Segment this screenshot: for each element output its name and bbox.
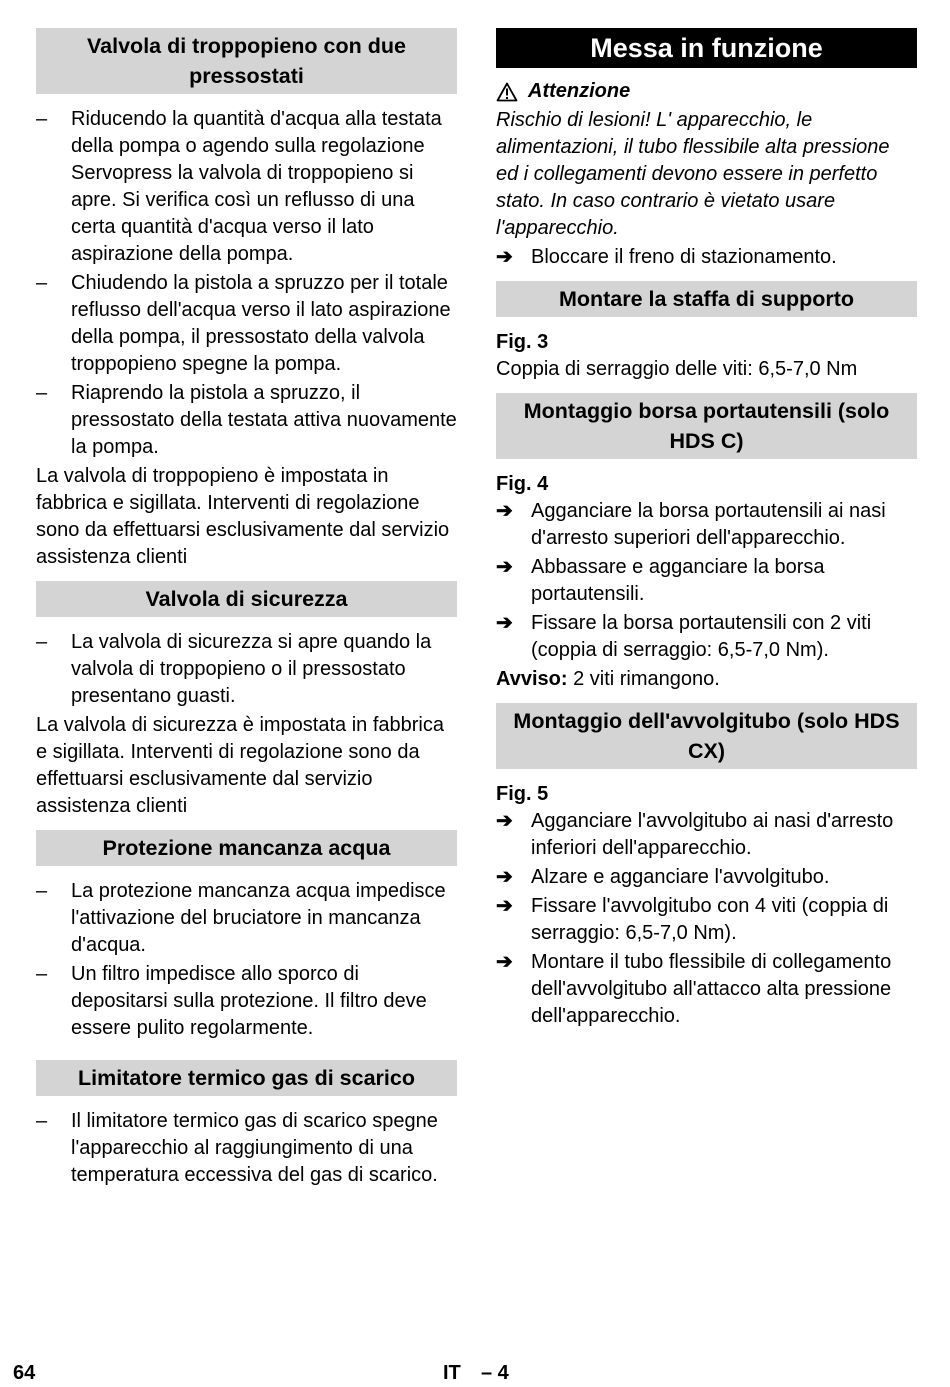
figure-reference: Fig. 4 [496,473,549,495]
step-item: ➔ Fissare l'avvolgitubo con 4 viti (coppia di serraggio: 6,5-7,0 Nm). [496,895,889,944]
warning-triangle-icon [496,82,518,102]
section-heading-safety-valve: Valvola di sicurezza [36,581,457,617]
figure-reference: Fig. 3 [496,331,549,353]
left-column [36,28,457,1191]
list-item: – Riducendo la quantità d'acqua alla testata della pompa o agendo sulla regolazione Servopress la valvola di troppopieno si apre. Si verifica così un reflusso di una certa quantità d'acqua verso il lato aspirazione della pompa. [36,108,442,265]
paragraph: La valvola di troppopieno è impostata in fabbrica e sigillata. Interventi di regolazione sono da effettuarsi esclusivamente dal servizio assistenza clienti [36,465,450,568]
notice: Avviso: 2 viti rimangono. [496,668,720,690]
warning-title: Attenzione [496,78,917,105]
dash-marker: – [36,963,48,985]
dash-marker: – [36,272,48,294]
dash-marker: – [36,382,48,404]
dash-marker: – [36,108,48,130]
step-item: ➔ Abbassare e agganciare la borsa portautensili. [496,556,825,605]
list-item: – La valvola di sicurezza si apre quando la valvola di troppopieno o il pressostato presentano guasti. [36,631,432,707]
section-heading-exhaust-limiter: Limitatore termico gas di scarico [36,1060,457,1096]
language-code: IT [443,1362,461,1384]
section-heading-hose-reel: Montaggio dell'avvolgitubo (solo HDS CX) [496,703,917,769]
figure-reference: Fig. 5 [496,783,549,805]
list-item: – Un filtro impedisce allo sporco di depositarsi sulla protezione. Il filtro deve essere pulito regolarmente. [36,963,427,1039]
warning-text: Rischio di lesioni! L' apparecchio, le alimentazioni, il tubo flessibile alta pressione ed i collegamenti devono essere in perfetto stato. In caso contrario è vietato usare l'apparecchio. [496,109,890,239]
step-item: ➔ Fissare la borsa portautensili con 2 viti (coppia di serraggio: 6,5-7,0 Nm). [496,612,872,661]
paragraph: Coppia di serraggio delle viti: 6,5-7,0 Nm [496,358,858,380]
arrow-icon: ➔ [496,500,513,522]
paragraph: La valvola di sicurezza è impostata in fabbrica e sigillata. Interventi di regolazione sono da effettuarsi esclusivamente dal servizio assistenza clienti [36,714,444,817]
right-column [496,28,917,1032]
dash-marker: – [36,1110,48,1132]
arrow-icon: ➔ [496,556,513,578]
list-item: – Riaprendo la pistola a spruzzo, il pressostato della testata attiva nuovamente la pompa. [36,382,457,458]
dash-marker: – [36,880,48,902]
arrow-icon: ➔ [496,612,513,634]
section-heading-support-bracket: Montare la staffa di supporto [496,281,917,317]
arrow-icon: ➔ [496,246,513,268]
section-heading-water-protection: Protezione mancanza acqua [36,830,457,866]
list-item: – Chiudendo la pistola a spruzzo per il totale reflusso dell'acqua verso il lato aspirazione della pompa, il pressostato della valvola troppopieno spegne la pompa. [36,272,451,375]
step-item: ➔ Agganciare la borsa portautensili ai nasi d'arresto superiori dell'apparecchio. [496,500,886,549]
step-item: ➔ Alzare e agganciare l'avvolgitubo. [496,864,917,891]
page-number: 64 [13,1362,36,1384]
list-item: – La protezione mancanza acqua impedisce l'attivazione del bruciatore in mancanza d'acqua. [36,880,446,956]
dash-marker: – [36,631,48,653]
arrow-icon: ➔ [496,895,513,917]
arrow-icon: ➔ [496,866,513,888]
section-heading-tool-bag: Montaggio borsa portautensili (solo HDS C) [496,393,917,459]
step-item: ➔ Montare il tubo flessibile di collegamento dell'avvolgitubo all'attacco alta pressione dell'apparecchio. [496,951,892,1027]
step-item: ➔ Bloccare il freno di stazionamento. [496,244,917,271]
main-heading: Messa in funzione [496,28,917,68]
language-page-number: – 4 [481,1362,509,1384]
list-item: – Il limitatore termico gas di scarico spegne l'apparecchio al raggiungimento di una temperatura eccessiva del gas di scarico. [36,1110,438,1186]
step-item: ➔ Agganciare l'avvolgitubo ai nasi d'arresto inferiori dell'apparecchio. [496,810,894,859]
section-heading-overflow-valve: Valvola di troppopieno con due pressostati [36,28,457,94]
arrow-icon: ➔ [496,810,513,832]
arrow-icon: ➔ [496,951,513,973]
